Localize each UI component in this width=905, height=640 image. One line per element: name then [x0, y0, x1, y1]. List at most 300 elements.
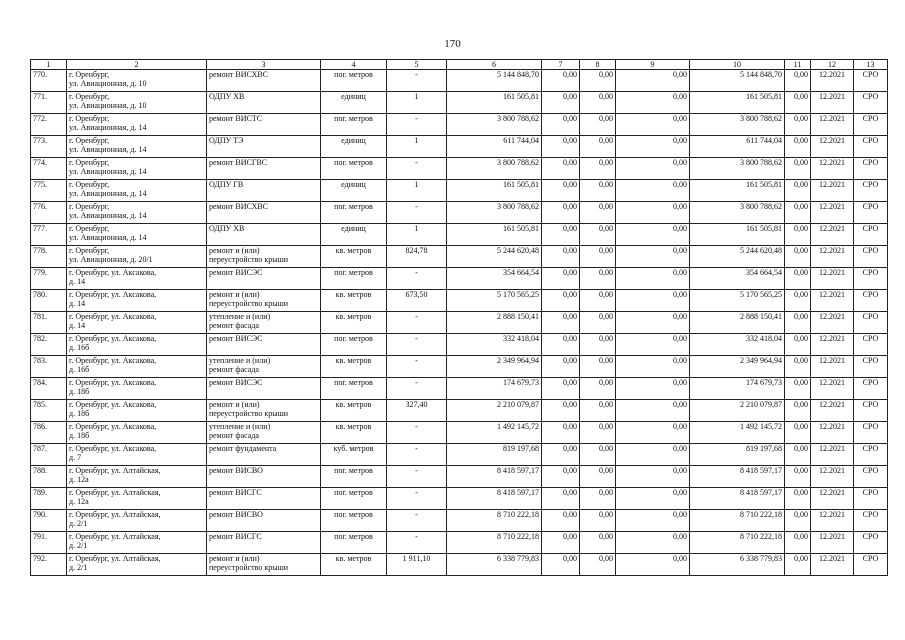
column-header: 8: [580, 60, 616, 70]
completion-date-cell: 12.2021: [811, 268, 854, 290]
address-line: г. Оренбург, ул. Аксакова,: [69, 356, 157, 365]
method-cell: СРО: [854, 202, 888, 224]
work-type-cell: [207, 554, 321, 576]
address-cell: [67, 356, 207, 378]
fund-cost-cell: 3 800 788,62: [690, 114, 785, 136]
unit-cell: кв. метров: [321, 290, 387, 312]
total-cost-cell: 611 744,04: [447, 136, 542, 158]
completion-date-cell: 12.2021: [811, 554, 854, 576]
col7-cell: 0,00: [542, 268, 580, 290]
method-cell: СРО: [854, 158, 888, 180]
work-type-line: ремонт ВИСГС: [209, 488, 262, 497]
row-number: 792.: [31, 554, 67, 576]
row-number: 775.: [31, 180, 67, 202]
address-cell: [67, 378, 207, 400]
fund-cost-cell: 161 505,81: [690, 224, 785, 246]
address-line: ул. Авиационная, д. 14: [69, 123, 147, 132]
fund-cost-cell: 2 888 150,41: [690, 312, 785, 334]
address-line: д. 14: [69, 321, 86, 330]
total-cost-cell: 8 710 222,18: [447, 532, 542, 554]
address-cell: [67, 92, 207, 114]
col9-cell: 0,00: [616, 356, 690, 378]
col9-cell: 0,00: [616, 466, 690, 488]
work-type-line: ремонт и (или): [209, 554, 260, 563]
table-row: [31, 510, 888, 532]
col7-cell: 0,00: [542, 224, 580, 246]
address-cell: [67, 268, 207, 290]
column-header: 10: [690, 60, 785, 70]
address-cell: [67, 136, 207, 158]
total-cost-cell: 8 418 597,17: [447, 466, 542, 488]
work-type-cell: [207, 312, 321, 334]
col8-cell: 0,00: [580, 158, 616, 180]
col9-cell: 0,00: [616, 92, 690, 114]
address-line: ул. Авиационная, д. 14: [69, 211, 147, 220]
work-type-line: ремонт ВИСХВС: [209, 202, 269, 211]
work-type-cell: [207, 114, 321, 136]
address-line: ул. Авиационная, д. 10: [69, 101, 147, 110]
quantity-cell: -: [387, 334, 447, 356]
col9-cell: 0,00: [616, 312, 690, 334]
work-type-line: переустройство крыши: [209, 255, 289, 264]
address-line: г. Оренбург, ул. Аксакова,: [69, 400, 157, 409]
col11-cell: 0,00: [785, 356, 811, 378]
col8-cell: 0,00: [580, 246, 616, 268]
quantity-cell: -: [387, 466, 447, 488]
total-cost-cell: 6 338 779,83: [447, 554, 542, 576]
col7-cell: 0,00: [542, 136, 580, 158]
table-row: [31, 466, 888, 488]
total-cost-cell: 3 800 788,62: [447, 158, 542, 180]
table-row: [31, 422, 888, 444]
address-line: г. Оренбург,: [69, 246, 110, 255]
col8-cell: 0,00: [580, 400, 616, 422]
column-header: 4: [321, 60, 387, 70]
work-type-line: ремонт ВИСЭС: [209, 378, 263, 387]
address-line: д. 14: [69, 277, 86, 286]
quantity-cell: 1: [387, 224, 447, 246]
address-line: д. 12а: [69, 475, 89, 484]
quantity-cell: -: [387, 356, 447, 378]
fund-cost-cell: 8 418 597,17: [690, 488, 785, 510]
col11-cell: 0,00: [785, 312, 811, 334]
col7-cell: 0,00: [542, 510, 580, 532]
quantity-cell: 1 911,10: [387, 554, 447, 576]
col11-cell: 0,00: [785, 532, 811, 554]
col11-cell: 0,00: [785, 114, 811, 136]
col7-cell: 0,00: [542, 532, 580, 554]
quantity-cell: 824,78: [387, 246, 447, 268]
quantity-cell: 673,50: [387, 290, 447, 312]
work-type-cell: [207, 488, 321, 510]
fund-cost-cell: 2 349 964,94: [690, 356, 785, 378]
address-cell: [67, 224, 207, 246]
work-type-cell: [207, 70, 321, 92]
unit-cell: кв. метров: [321, 400, 387, 422]
table-row: [31, 180, 888, 202]
row-number: 774.: [31, 158, 67, 180]
address-line: ул. Авиационная, д. 20/1: [69, 255, 153, 264]
total-cost-cell: 332 418,04: [447, 334, 542, 356]
work-type-line: ремонт и (или): [209, 246, 260, 255]
quantity-cell: -: [387, 70, 447, 92]
col8-cell: 0,00: [580, 488, 616, 510]
method-cell: СРО: [854, 136, 888, 158]
work-type-cell: [207, 400, 321, 422]
work-type-cell: [207, 224, 321, 246]
table-row: [31, 400, 888, 422]
unit-cell: кв. метров: [321, 312, 387, 334]
col9-cell: 0,00: [616, 400, 690, 422]
col8-cell: 0,00: [580, 224, 616, 246]
address-line: г. Оренбург, ул. Алтайская,: [69, 466, 161, 475]
col7-cell: 0,00: [542, 202, 580, 224]
column-header: 12: [811, 60, 854, 70]
col11-cell: 0,00: [785, 202, 811, 224]
method-cell: СРО: [854, 268, 888, 290]
work-type-line: ремонт ВИСЭС: [209, 268, 263, 277]
fund-cost-cell: 611 744,04: [690, 136, 785, 158]
fund-cost-cell: 354 664,54: [690, 268, 785, 290]
quantity-cell: 1: [387, 92, 447, 114]
work-type-line: утепление и (или): [209, 312, 271, 321]
method-cell: СРО: [854, 488, 888, 510]
row-number: 771.: [31, 92, 67, 114]
address-line: д. 7: [69, 453, 82, 462]
work-type-cell: [207, 158, 321, 180]
completion-date-cell: 12.2021: [811, 70, 854, 92]
completion-date-cell: 12.2021: [811, 422, 854, 444]
row-number: 772.: [31, 114, 67, 136]
work-type-line: ремонт ВИСГВС: [209, 158, 268, 167]
work-type-line: ремонт ВИСВО: [209, 466, 263, 475]
work-type-line: утепление и (или): [209, 422, 271, 431]
col11-cell: 0,00: [785, 554, 811, 576]
table-row: [31, 268, 888, 290]
unit-cell: пог. метров: [321, 466, 387, 488]
method-cell: СРО: [854, 422, 888, 444]
work-type-line: ОДПУ ГВ: [209, 180, 244, 189]
col7-cell: 0,00: [542, 356, 580, 378]
col7-cell: 0,00: [542, 466, 580, 488]
address-line: г. Оренбург, ул. Аксакова,: [69, 312, 157, 321]
col9-cell: 0,00: [616, 114, 690, 136]
work-type-cell: [207, 444, 321, 466]
unit-cell: кв. метров: [321, 554, 387, 576]
col8-cell: 0,00: [580, 554, 616, 576]
column-header: 2: [67, 60, 207, 70]
table-body: [31, 70, 888, 576]
total-cost-cell: 174 679,73: [447, 378, 542, 400]
address-line: г. Оренбург, ул. Аксакова,: [69, 334, 157, 343]
total-cost-cell: 5 144 848,70: [447, 70, 542, 92]
address-line: д. 18б: [69, 387, 90, 396]
total-cost-cell: 354 664,54: [447, 268, 542, 290]
work-type-cell: [207, 532, 321, 554]
table-row: [31, 246, 888, 268]
total-cost-cell: 2 349 964,94: [447, 356, 542, 378]
col7-cell: 0,00: [542, 70, 580, 92]
total-cost-cell: 5 244 620,48: [447, 246, 542, 268]
address-line: г. Оренбург, ул. Аксакова,: [69, 290, 157, 299]
work-type-cell: [207, 92, 321, 114]
fund-cost-cell: 174 679,73: [690, 378, 785, 400]
method-cell: СРО: [854, 356, 888, 378]
unit-cell: куб. метров: [321, 444, 387, 466]
address-line: ул. Авиационная, д. 14: [69, 167, 147, 176]
col9-cell: 0,00: [616, 180, 690, 202]
completion-date-cell: 12.2021: [811, 378, 854, 400]
quantity-cell: -: [387, 158, 447, 180]
work-type-cell: [207, 334, 321, 356]
completion-date-cell: 12.2021: [811, 158, 854, 180]
col11-cell: 0,00: [785, 224, 811, 246]
address-cell: [67, 532, 207, 554]
work-type-cell: [207, 268, 321, 290]
completion-date-cell: 12.2021: [811, 356, 854, 378]
col7-cell: 0,00: [542, 554, 580, 576]
row-number: 782.: [31, 334, 67, 356]
col8-cell: 0,00: [580, 510, 616, 532]
table-row: [31, 114, 888, 136]
unit-cell: пог. метров: [321, 488, 387, 510]
method-cell: СРО: [854, 114, 888, 136]
fund-cost-cell: 3 800 788,62: [690, 202, 785, 224]
col7-cell: 0,00: [542, 290, 580, 312]
row-number: 784.: [31, 378, 67, 400]
col9-cell: 0,00: [616, 378, 690, 400]
quantity-cell: 327,40: [387, 400, 447, 422]
unit-cell: пог. метров: [321, 268, 387, 290]
col11-cell: 0,00: [785, 422, 811, 444]
col9-cell: 0,00: [616, 202, 690, 224]
table-row: [31, 378, 888, 400]
address-line: д. 12а: [69, 497, 89, 506]
address-line: г. Оренбург,: [69, 180, 110, 189]
col8-cell: 0,00: [580, 180, 616, 202]
unit-cell: кв. метров: [321, 356, 387, 378]
table-row: [31, 312, 888, 334]
completion-date-cell: 12.2021: [811, 92, 854, 114]
address-line: д. 18б: [69, 409, 90, 418]
completion-date-cell: 12.2021: [811, 312, 854, 334]
address-cell: [67, 400, 207, 422]
table-row: [31, 70, 888, 92]
address-line: г. Оренбург, ул. Аксакова,: [69, 378, 157, 387]
fund-cost-cell: 5 144 848,70: [690, 70, 785, 92]
row-number: 770.: [31, 70, 67, 92]
address-cell: [67, 466, 207, 488]
col11-cell: 0,00: [785, 246, 811, 268]
address-cell: [67, 510, 207, 532]
address-cell: [67, 246, 207, 268]
completion-date-cell: 12.2021: [811, 246, 854, 268]
work-type-line: переустройство крыши: [209, 409, 289, 418]
table-row: [31, 202, 888, 224]
quantity-cell: -: [387, 532, 447, 554]
method-cell: СРО: [854, 444, 888, 466]
fund-cost-cell: 5 170 565,25: [690, 290, 785, 312]
col7-cell: 0,00: [542, 92, 580, 114]
quantity-cell: 1: [387, 180, 447, 202]
address-line: д. 2/1: [69, 563, 88, 572]
address-cell: [67, 114, 207, 136]
address-line: г. Оренбург, ул. Аксакова,: [69, 444, 157, 453]
col11-cell: 0,00: [785, 70, 811, 92]
column-numbers-row: [31, 60, 888, 70]
work-type-line: ремонт фасада: [209, 431, 259, 440]
work-type-line: переустройство крыши: [209, 299, 289, 308]
total-cost-cell: 161 505,81: [447, 92, 542, 114]
address-cell: [67, 554, 207, 576]
address-line: д. 16б: [69, 365, 90, 374]
col9-cell: 0,00: [616, 158, 690, 180]
completion-date-cell: 12.2021: [811, 180, 854, 202]
unit-cell: пог. метров: [321, 334, 387, 356]
col8-cell: 0,00: [580, 422, 616, 444]
work-type-line: ремонт и (или): [209, 290, 260, 299]
col8-cell: 0,00: [580, 334, 616, 356]
col9-cell: 0,00: [616, 224, 690, 246]
method-cell: СРО: [854, 180, 888, 202]
col7-cell: 0,00: [542, 246, 580, 268]
method-cell: СРО: [854, 70, 888, 92]
total-cost-cell: 161 505,81: [447, 180, 542, 202]
col8-cell: 0,00: [580, 70, 616, 92]
col7-cell: 0,00: [542, 422, 580, 444]
column-header: 1: [31, 60, 67, 70]
row-number: 789.: [31, 488, 67, 510]
unit-cell: пог. метров: [321, 532, 387, 554]
col9-cell: 0,00: [616, 422, 690, 444]
address-cell: [67, 422, 207, 444]
address-cell: [67, 444, 207, 466]
method-cell: СРО: [854, 554, 888, 576]
row-number: 776.: [31, 202, 67, 224]
address-line: ул. Авиационная, д. 14: [69, 233, 147, 242]
col9-cell: 0,00: [616, 488, 690, 510]
completion-date-cell: 12.2021: [811, 136, 854, 158]
col7-cell: 0,00: [542, 312, 580, 334]
work-type-cell: [207, 180, 321, 202]
work-type-line: ОДПУ ХВ: [209, 92, 245, 101]
quantity-cell: -: [387, 488, 447, 510]
col7-cell: 0,00: [542, 180, 580, 202]
col9-cell: 0,00: [616, 444, 690, 466]
table-row: [31, 334, 888, 356]
column-header: 6: [447, 60, 542, 70]
method-cell: СРО: [854, 532, 888, 554]
work-type-cell: [207, 422, 321, 444]
address-line: д. 18б: [69, 431, 90, 440]
address-line: д. 14: [69, 299, 86, 308]
row-number: 788.: [31, 466, 67, 488]
work-type-line: ремонт ВИСГС: [209, 532, 262, 541]
method-cell: СРО: [854, 510, 888, 532]
total-cost-cell: 1 492 145,72: [447, 422, 542, 444]
address-line: ул. Авиационная, д. 10: [69, 79, 147, 88]
col8-cell: 0,00: [580, 92, 616, 114]
work-type-cell: [207, 290, 321, 312]
completion-date-cell: 12.2021: [811, 290, 854, 312]
work-type-line: ремонт и (или): [209, 400, 260, 409]
table-row: [31, 224, 888, 246]
quantity-cell: -: [387, 422, 447, 444]
col7-cell: 0,00: [542, 114, 580, 136]
row-number: 778.: [31, 246, 67, 268]
col8-cell: 0,00: [580, 378, 616, 400]
address-line: д. 16б: [69, 343, 90, 352]
unit-cell: единиц: [321, 180, 387, 202]
col11-cell: 0,00: [785, 136, 811, 158]
col8-cell: 0,00: [580, 532, 616, 554]
work-type-cell: [207, 356, 321, 378]
work-type-line: утепление и (или): [209, 356, 271, 365]
completion-date-cell: 12.2021: [811, 444, 854, 466]
method-cell: СРО: [854, 246, 888, 268]
completion-date-cell: 12.2021: [811, 532, 854, 554]
address-line: г. Оренбург,: [69, 136, 110, 145]
repair-register-table: [30, 59, 888, 576]
address-line: д. 2/1: [69, 519, 88, 528]
work-type-line: ремонт ВИСХВС: [209, 70, 269, 79]
col9-cell: 0,00: [616, 70, 690, 92]
unit-cell: пог. метров: [321, 114, 387, 136]
page-number: 170: [444, 38, 461, 50]
work-type-line: ремонт фасада: [209, 321, 259, 330]
col9-cell: 0,00: [616, 136, 690, 158]
table-row: [31, 356, 888, 378]
table-row: [31, 92, 888, 114]
fund-cost-cell: 3 800 788,62: [690, 158, 785, 180]
col9-cell: 0,00: [616, 510, 690, 532]
col11-cell: 0,00: [785, 158, 811, 180]
col8-cell: 0,00: [580, 290, 616, 312]
col8-cell: 0,00: [580, 312, 616, 334]
col8-cell: 0,00: [580, 114, 616, 136]
col9-cell: 0,00: [616, 532, 690, 554]
table-row: [31, 554, 888, 576]
table-row: [31, 136, 888, 158]
fund-cost-cell: 2 210 079,87: [690, 400, 785, 422]
table-row: [31, 488, 888, 510]
column-header: 5: [387, 60, 447, 70]
quantity-cell: -: [387, 202, 447, 224]
col11-cell: 0,00: [785, 92, 811, 114]
fund-cost-cell: 5 244 620,48: [690, 246, 785, 268]
quantity-cell: -: [387, 510, 447, 532]
col9-cell: 0,00: [616, 246, 690, 268]
row-number: 783.: [31, 356, 67, 378]
work-type-cell: [207, 510, 321, 532]
col11-cell: 0,00: [785, 510, 811, 532]
row-number: 791.: [31, 532, 67, 554]
fund-cost-cell: 8 710 222,18: [690, 510, 785, 532]
method-cell: СРО: [854, 92, 888, 114]
address-line: ул. Авиационная, д. 14: [69, 189, 147, 198]
total-cost-cell: 8 710 222,18: [447, 510, 542, 532]
fund-cost-cell: 1 492 145,72: [690, 422, 785, 444]
unit-cell: пог. метров: [321, 158, 387, 180]
address-cell: [67, 488, 207, 510]
address-line: г. Оренбург,: [69, 202, 110, 211]
col11-cell: 0,00: [785, 378, 811, 400]
total-cost-cell: 3 800 788,62: [447, 202, 542, 224]
column-header: 13: [854, 60, 888, 70]
column-header: 7: [542, 60, 580, 70]
address-cell: [67, 290, 207, 312]
col8-cell: 0,00: [580, 268, 616, 290]
